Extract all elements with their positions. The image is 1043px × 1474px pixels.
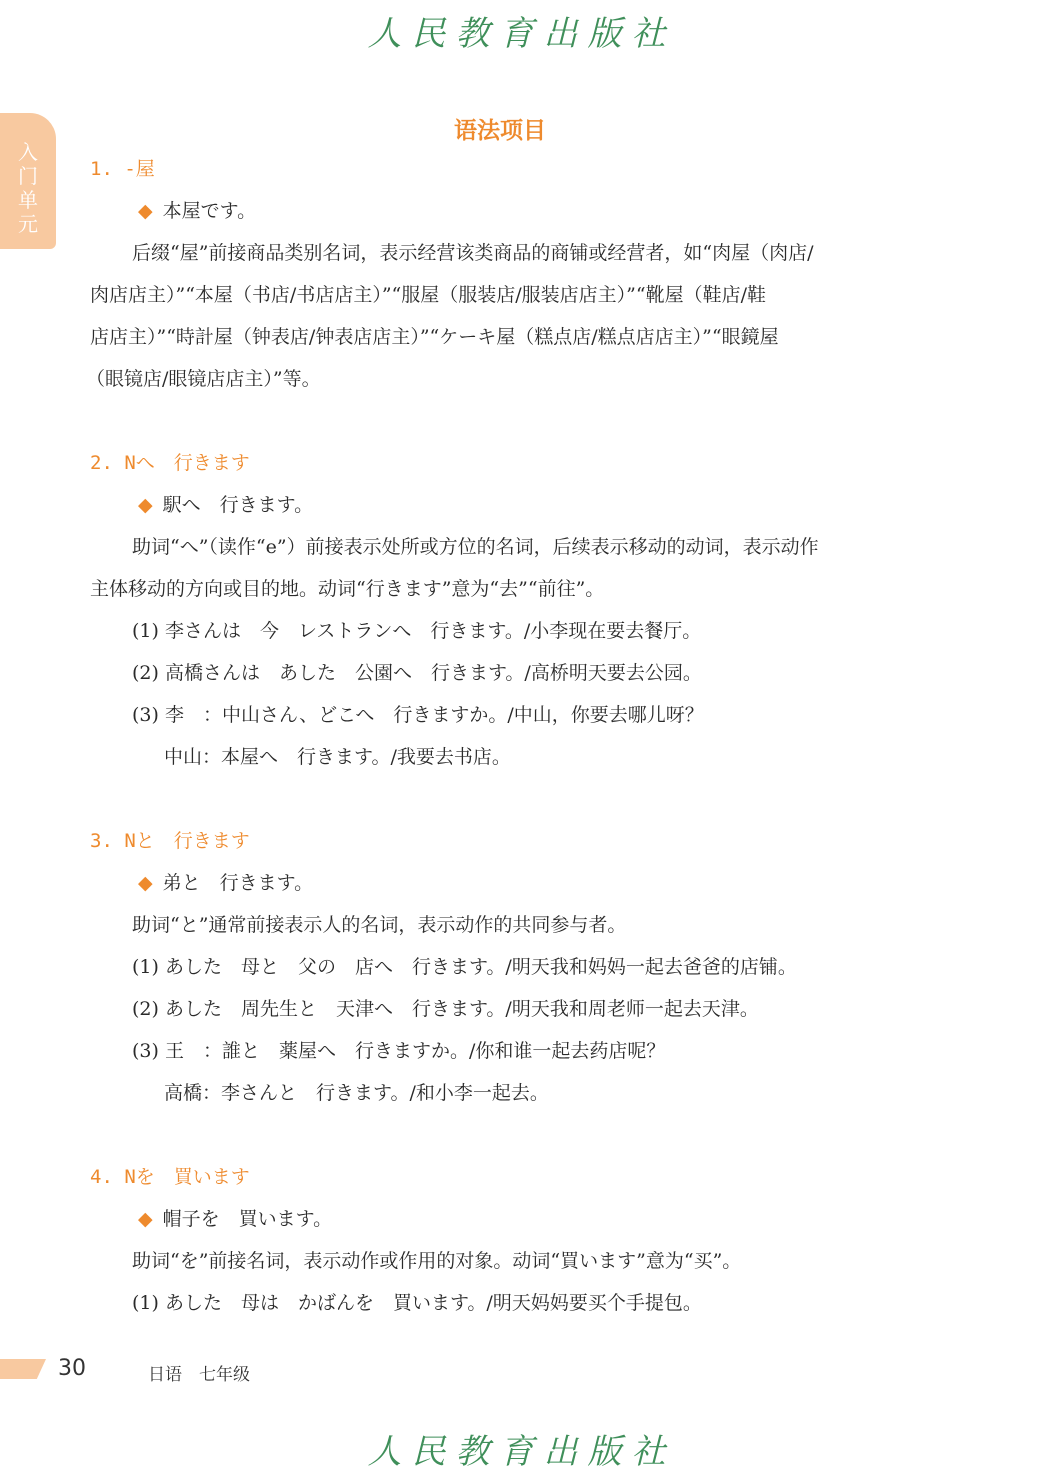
grammar-heading-1: 1. -屋 xyxy=(90,158,155,180)
publisher-logo-bottom: 人民教育出版社 xyxy=(367,1432,676,1472)
diamond-bullet-icon: ◆ xyxy=(138,200,153,222)
key-example-text: 駅へ 行きます。 xyxy=(162,494,314,516)
body-line: （眼镜店/眼镜店店主）”等。 xyxy=(86,368,321,390)
example-line: (1) あした 母は かばんを 買います。/明天妈妈要买个手提包。 xyxy=(132,1292,702,1314)
example-line: (3) 王 ：誰と 薬屋へ 行きますか。/你和谁一起去药店呢？ xyxy=(132,1040,666,1062)
body-line: 后缀“屋”前接商品类别名词，表示经营该类商品的商铺或经营者，如“肉屋（肉店/ xyxy=(132,242,814,264)
example-line: 高橋：李さんと 行きます。/和小李一起去。 xyxy=(164,1082,549,1104)
body-line: 助词“と”通常前接表示人的名词，表示动作的共同参与者。 xyxy=(132,914,627,936)
body-line: 店店主）”“時計屋（钟表店/钟表店店主）”“ケーキ屋（糕点店/糕点店店主）”“眼鏡屋 xyxy=(90,326,779,348)
key-example-text: 本屋です。 xyxy=(162,200,257,222)
key-example-3 xyxy=(138,870,313,896)
example-line: (2) あした 周先生と 天津へ 行きます。/明天我和周老师一起去天津。 xyxy=(132,998,759,1020)
diamond-bullet-icon: ◆ xyxy=(138,872,153,894)
diamond-bullet-icon: ◆ xyxy=(138,494,153,516)
body-line: 助词“へ”（读作“e”）前接表示处所或方位的名词，后续表示移动的动词，表示动作 xyxy=(132,536,819,558)
grammar-heading-4: 4. Nを 買います xyxy=(90,1166,250,1188)
key-example-text: 帽子を 買います。 xyxy=(162,1208,333,1230)
body-line: 肉店店主）”“本屋（书店/书店店主）”“服屋（服装店/服装店店主）”“靴屋（鞋店/鞋 xyxy=(90,284,766,306)
body-line: 主体移动的方向或目的地。动词“行きます”意为“去”“前往”。 xyxy=(90,578,605,600)
diamond-bullet-icon: ◆ xyxy=(138,1208,153,1230)
grammar-heading-3: 3. Nと 行きます xyxy=(90,830,250,852)
footer-accent-bar xyxy=(0,1359,46,1379)
key-example-2 xyxy=(138,492,313,518)
key-example-text: 弟と 行きます。 xyxy=(162,872,314,894)
unit-side-tab-label: 入门单元 xyxy=(18,140,38,236)
grammar-heading-2: 2. Nへ 行きます xyxy=(90,452,250,474)
example-line: (1) 李さんは 今 レストランへ 行きます。/小李现在要去餐厅。 xyxy=(132,620,702,642)
key-example-4 xyxy=(138,1206,332,1232)
example-line: (1) あした 母と 父の 店へ 行きます。/明天我和妈妈一起去爸爸的店铺。 xyxy=(132,956,797,978)
publisher-logo-top: 人民教育出版社 xyxy=(367,14,676,54)
page-number: 30 xyxy=(58,1356,86,1381)
example-line: 中山：本屋へ 行きます。/我要去书店。 xyxy=(164,746,511,768)
section-title: 语法项目 xyxy=(454,118,546,144)
body-line: 助词“を”前接名词，表示动作或作用的对象。动词“買います”意为“买”。 xyxy=(132,1250,742,1272)
example-line: (3) 李 ：中山さん、どこへ 行きますか。/中山，你要去哪儿呀？ xyxy=(132,704,704,726)
example-line: (2) 高橋さんは あした 公園へ 行きます。/高桥明天要去公园。 xyxy=(132,662,702,684)
book-title: 日语 七年级 xyxy=(148,1365,250,1385)
key-example-1 xyxy=(138,198,256,224)
